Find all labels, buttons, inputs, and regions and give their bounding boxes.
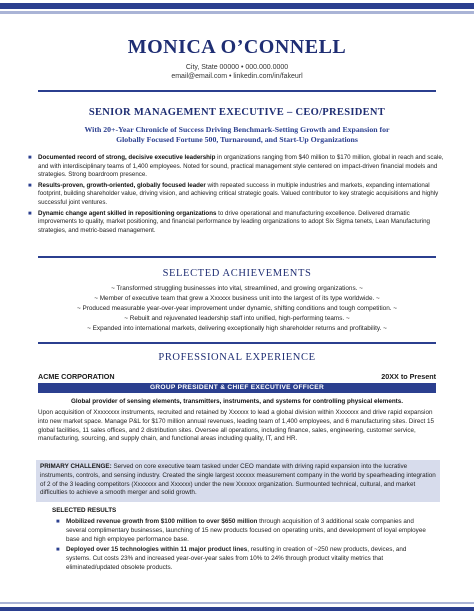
summary-headline: SENIOR MANAGEMENT EXECUTIVE – CEO/PRESIDENT xyxy=(88,107,386,118)
experience-title: PROFESSIONAL EXPERIENCE xyxy=(158,352,316,363)
achievements-title: SELECTED ACHIEVEMENTS xyxy=(162,268,312,279)
bottom-accent-bar-light xyxy=(0,602,474,604)
result-item xyxy=(56,546,432,572)
result-item xyxy=(56,518,432,544)
summary-subhead-line2: Globally Focused Fortune 500, Turnaround, and Start-Up Organizations xyxy=(116,135,358,144)
experience-divider xyxy=(38,342,436,344)
achievement-item: ~ Produced measurable year-over-year improvement under dynamic, shifting conditions and tough competition. ~ xyxy=(76,305,398,312)
bullet-icon: ■ xyxy=(56,547,60,554)
employment-dates: 20XX to Present xyxy=(381,372,436,381)
summary-subhead-line1: With 20+-Year Chronicle of Success Driving Benchmark-Setting Growth and Expansion for xyxy=(84,125,390,134)
achievement-item: ~ Member of executive team that grew a Xxxxxx business unit into the largest of its type worldwide. ~ xyxy=(94,295,380,302)
bullet-icon: ■ xyxy=(56,519,60,525)
achievement-item: ~ Expanded into international markets, delivering exceptionally high shareholder returns and profitability. ~ xyxy=(87,325,387,332)
bullet-lead: Results-proven, growth-oriented, globally focused leader xyxy=(38,181,206,189)
company-line xyxy=(38,372,436,381)
achievements-divider xyxy=(38,256,436,258)
bullet-lead: Documented record of strong, decisive executive leadership xyxy=(38,154,216,161)
primary-challenge-box xyxy=(36,460,440,502)
bullet-text: to drive operational and manufacturing excellence. Delivered dramatic improvements to quality, market positioning, and financial performance by leading organizations to adopt Six Sigma tenets, Lean Manufacturing strategies, and metric-based management. xyxy=(38,209,430,234)
result-text: through acquisition of 3 additional scale companies and several complimentary businesses, launching of 15 new products focused on operating units, and development of loyal employee base and high employee performance base. xyxy=(66,518,426,543)
summary-bullet xyxy=(26,154,446,180)
challenge-text: Served on core executive team tasked under CEO mandate with driving rapid expansion into the lucrative instruments, controls, and sensing industry. Created the single largest xxxxxx measurement company in the world by spearheading integration of 2 of the 3 leading competitors (Xxxxxxx and Xxxxxx) under the new Xxxxxx organization. Surmounted technical, cultural, and market difficulties to achieve a smooth merger and solid growth. xyxy=(40,463,436,497)
achievement-item: ~ Transformed struggling businesses into vital, streamlined, and growing organizations. ~ xyxy=(111,285,363,292)
top-accent-bar-light xyxy=(0,11,474,14)
contact-location-phone: City, State 00000 • 000.000.0000 xyxy=(185,64,289,71)
summary-bullet-list xyxy=(26,154,446,237)
summary-bullet xyxy=(26,182,446,208)
challenge-label: PRIMARY CHALLENGE: xyxy=(40,463,112,470)
summary-bullet xyxy=(26,210,446,236)
bullet-text: in organizations ranging from $40 million to $170 million, global in reach and scale, and with interdisciplinary teams of 1,400 employees. Noted for sound, practical management style centered on impact-driven financial models and strategies. Strong boardroom presence. xyxy=(38,154,444,179)
results-list xyxy=(56,518,432,575)
job-title-bar: GROUP PRESIDENT & CHIEF EXECUTIVE OFFICER xyxy=(38,383,436,393)
candidate-name: MONICA O’CONNELL xyxy=(127,36,347,58)
bullet-lead: Dynamic change agent skilled in repositioning organizations xyxy=(38,209,217,217)
contact-email-linkedin: email@email.com • linkedin.com/in/fakeurl xyxy=(171,73,303,80)
bottom-accent-bar xyxy=(0,607,474,611)
company-scope: Global provider of sensing elements, transmitters, instruments, and systems for controlling physical elements. xyxy=(70,398,404,405)
company-name: ACME CORPORATION xyxy=(38,372,115,381)
bullet-icon: ■ xyxy=(28,210,32,217)
result-text: , resulting in creation of ~250 new products, devices, and systems. Cut costs 23% and increased year-over-year sales from 10% to 24% through product vitality metrics that eliminated/updated obsolete products. xyxy=(66,546,407,571)
result-lead: Deployed over 15 technologies within 11 major product lines xyxy=(66,546,248,554)
bullet-icon: ■ xyxy=(28,182,32,189)
top-accent-bar xyxy=(0,3,474,9)
achievement-item: ~ Rebuilt and rejuvenated leadership staff into unified, high-performing teams. ~ xyxy=(124,315,350,322)
result-lead: Mobilized revenue growth from $100 million to over $650 million xyxy=(66,518,258,525)
role-description: Upon acquisition of Xxxxxxxx instruments, recruited and retained by Xxxxxx to lead a global division within Xxxxxxx and drive rapid expansion into new market space. Manage P&L for $170 million annual revenues, leading team of 1,400 employees, and 6 manufacturing sites. Direct 15 global facilities, 11 sales offices, and 2 distribution sites. Oversee all operations, including finance, sales, engineering, customer service, manufacturing, sourcing, and supply chain, and functional areas including quality, IT, and HR. xyxy=(38,409,434,443)
bullet-text: with repeated success in multiple industries and markets, expanding international footprint, building shareholder value, driving vision, and achieving critical strategic goals. Valued contributor to key strategic acquisitions and highly successful joint ventures. xyxy=(38,181,439,206)
header-divider xyxy=(38,90,436,92)
bullet-icon: ■ xyxy=(28,155,32,161)
selected-results-title: SELECTED RESULTS xyxy=(52,507,117,514)
